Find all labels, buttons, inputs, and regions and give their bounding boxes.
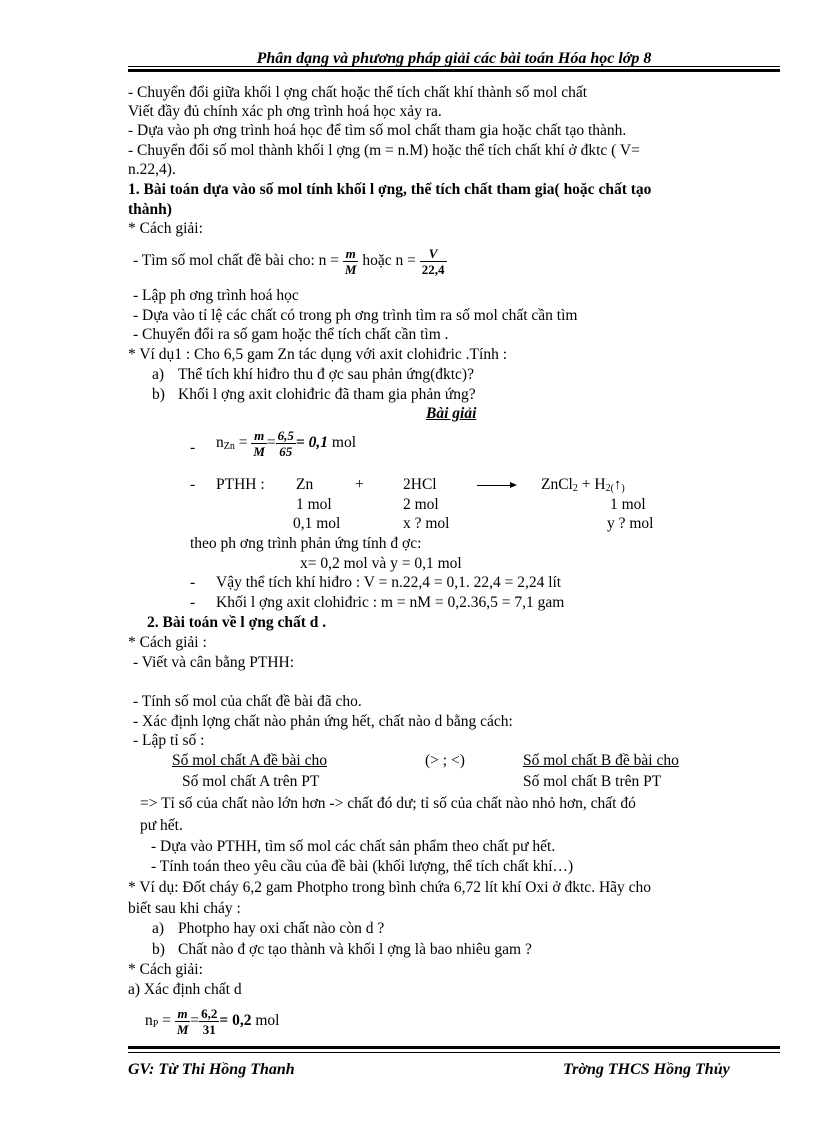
part-a-title: a) Xác định chất d: [128, 981, 242, 998]
fraction-m-over-M: $\frac{m}{M}$: [344, 245, 357, 277]
sec2-step-2: - Tính số mol của chất đề bài đã cho.: [133, 693, 362, 710]
row1-hcl: 2 mol: [403, 496, 439, 513]
footer-rule-thick: [128, 1046, 780, 1049]
section-1-title: 1. Bài toán dựa vào số mol tính khối l ợng, thể tích chất tham gia( hoặc chất tạo: [128, 181, 652, 198]
ratio-a-denominator: Số mol chất A trên PT: [182, 773, 320, 790]
dash-1: -: [190, 439, 196, 456]
row1-zn: 1 mol: [296, 496, 332, 513]
conclusion-line-2: pư hết.: [140, 817, 183, 834]
sec2-step-5: - Dựa vào PTHH, tìm số mol các chất sản phẩm theo chất pư hết.: [151, 838, 556, 855]
dash-4: -: [190, 594, 196, 611]
sec2-step-3: - Xác định lợng chất nào phản ứng hết, chất nào d bằng cách:: [133, 713, 513, 730]
calc-intro: theo ph ơng trình phản ứng tính đ ợc:: [190, 535, 422, 552]
fraction-m-over-M-p: $\frac{m}{M}$: [176, 1005, 189, 1037]
footer-school: Trờng THCS Hồng Thủy: [563, 1061, 730, 1078]
row2-zn: 0,1 mol: [293, 515, 341, 532]
eq-zn: Zn: [296, 476, 314, 493]
footer-teacher: GV: Từ Thi Hồng Thanh: [128, 1061, 295, 1078]
example-1: * Ví dụ1 : Cho 6,5 gam Zn tác dụng với axit clohiđric .Tính :: [128, 346, 508, 363]
intro-line-3: - Dựa vào ph ơng trình hoá học để tìm số mol chất tham gia hoặc chất tạo thành.: [128, 122, 627, 139]
fraction-m-over-M-zn: $\frac{m}{M}$: [253, 427, 265, 459]
conclusion-line-1: => Tỉ số của chất nào lớn hơn -> chất đó dư; tỉ số của chất nào nhỏ hơn, chất đó: [140, 795, 636, 812]
example-2-question-a: Photpho hay oxi chất nào còn d ?: [178, 920, 385, 937]
fraction-6-2-over-31: $\frac{6,2}{31}$: [201, 1005, 218, 1037]
section-2-title: 2. Bài toán về l ợng chất d .: [147, 614, 327, 631]
dash-3: -: [190, 574, 196, 591]
eq-plus: +: [355, 476, 364, 493]
eq-products: ZnCl$_2$ + $H_{2(}↑_)$: [541, 476, 625, 494]
step-2: - Dựa vào tỉ lệ các chất có trong ph ơng trình tìm ra số mol chất cần tìm: [133, 307, 578, 324]
solution-title: Bài giải: [426, 405, 477, 422]
example-2-question-a-marker: a): [152, 920, 165, 937]
question-b-marker: b): [152, 386, 165, 403]
example-2-question-b: Chất nào đ ợc tạo thành và khối l ợng là bao nhiêu gam ?: [178, 941, 532, 958]
dash-2: -: [190, 476, 196, 493]
fraction-V-over-22-4: $\frac{V}{22,4}$: [421, 245, 445, 277]
question-b: Khối l ợng axit clohiđric đã tham gia phản ứng?: [178, 386, 476, 403]
intro-line-2: Viết đầy đủ chính xác ph ơng trình hoá học xảy ra.: [128, 103, 442, 120]
section-1-method: * Cách giải:: [128, 220, 203, 237]
ratio-b-numerator: Số mol chất B đề bài cho: [523, 752, 679, 769]
section-1-title-cont: thành): [128, 201, 172, 218]
calc-volume: Vậy thể tích khí hiđro : V = n.22,4 = 0,1. 22,4 = 2,24 lít: [216, 574, 562, 591]
eq-hcl: 2HCl: [403, 476, 437, 493]
example-2-question-b-marker: b): [152, 941, 165, 958]
header-rule-thick: [128, 69, 780, 72]
n-zn-formula: $n_{Zn}$ = $\frac{m}{M}$ = $\frac{6,5}{65}$ = 0,1 mol: [216, 427, 357, 459]
pthh-label: PTHH :: [216, 476, 265, 493]
row2-hcl: x ? mol: [403, 515, 450, 532]
question-a: Thể tích khí hiđro thu đ ợc sau phản ứng(đktc)?: [178, 366, 474, 383]
formula-prefix: - Tìm số mol chất đề bài cho: n =: [133, 252, 340, 269]
row2-h2: y ? mol: [607, 515, 654, 532]
n-p-formula: $n_P$ = $\frac{m}{M}$ = $\frac{6,2}{31}$ = 0,2 mol: [145, 1005, 280, 1037]
formula-n-line: [133, 243, 447, 279]
reaction-arrow: [477, 485, 515, 486]
intro-line-4: - Chuyển đổi số mol thành khối l ợng (m = n.M) hoặc thể tích chất khí ở đktc ( V=: [128, 142, 640, 159]
section-2-method-2: * Cách giải:: [128, 961, 203, 978]
arrow-up-icon: ↑: [613, 477, 622, 493]
sec2-step-4: - Lập tỉ số :: [133, 732, 205, 749]
formula-or: hoặc n =: [362, 252, 416, 269]
fraction-6-5-over-65: $\frac{6,5}{65}$: [277, 427, 294, 459]
calc-xy: x= 0,2 mol và y = 0,1 mol: [300, 555, 462, 572]
intro-line-5: n.22,4).: [128, 161, 176, 178]
sec2-step-6: - Tính toán theo yêu cầu của đề bài (khối lượng, thể tích chất khí…): [151, 858, 574, 875]
section-2-method: * Cách giải :: [128, 634, 207, 651]
header-rule-thin: [128, 66, 780, 67]
row1-h2: 1 mol: [610, 496, 646, 513]
intro-line-1: - Chuyển đổi giữa khối l ợng chất hoặc thể tích chất khí thành số mol chất: [128, 84, 588, 101]
page-header-title: Phân dạng và phương pháp giải các bài toán Hóa học lớp 8: [256, 50, 652, 67]
sec2-step-1: - Viết và cân bằng PTHH:: [133, 654, 295, 671]
ratio-compare: (> ; <): [425, 752, 465, 769]
question-a-marker: a): [152, 366, 165, 383]
step-3: - Chuyển đổi ra số gam hoặc thể tích chất cần tìm .: [133, 326, 449, 343]
step-1: - Lập ph ơng trình hoá học: [133, 287, 299, 304]
ratio-b-denominator: Số mol chất B trên PT: [523, 773, 662, 790]
example-2-line-1: * Ví dụ: Đốt cháy 6,2 gam Photpho trong bình chứa 6,72 lít khí Oxi ở đktc. Hãy cho: [128, 879, 652, 896]
footer-rule-thin: [128, 1052, 780, 1053]
ratio-a-numerator: Số mol chất A đề bài cho: [172, 752, 327, 769]
example-2-line-2: biết sau khi cháy :: [128, 900, 241, 917]
calc-mass: Khối l ợng axit clohiđric : m = nM = 0,2.36,5 = 7,1 gam: [216, 594, 565, 611]
